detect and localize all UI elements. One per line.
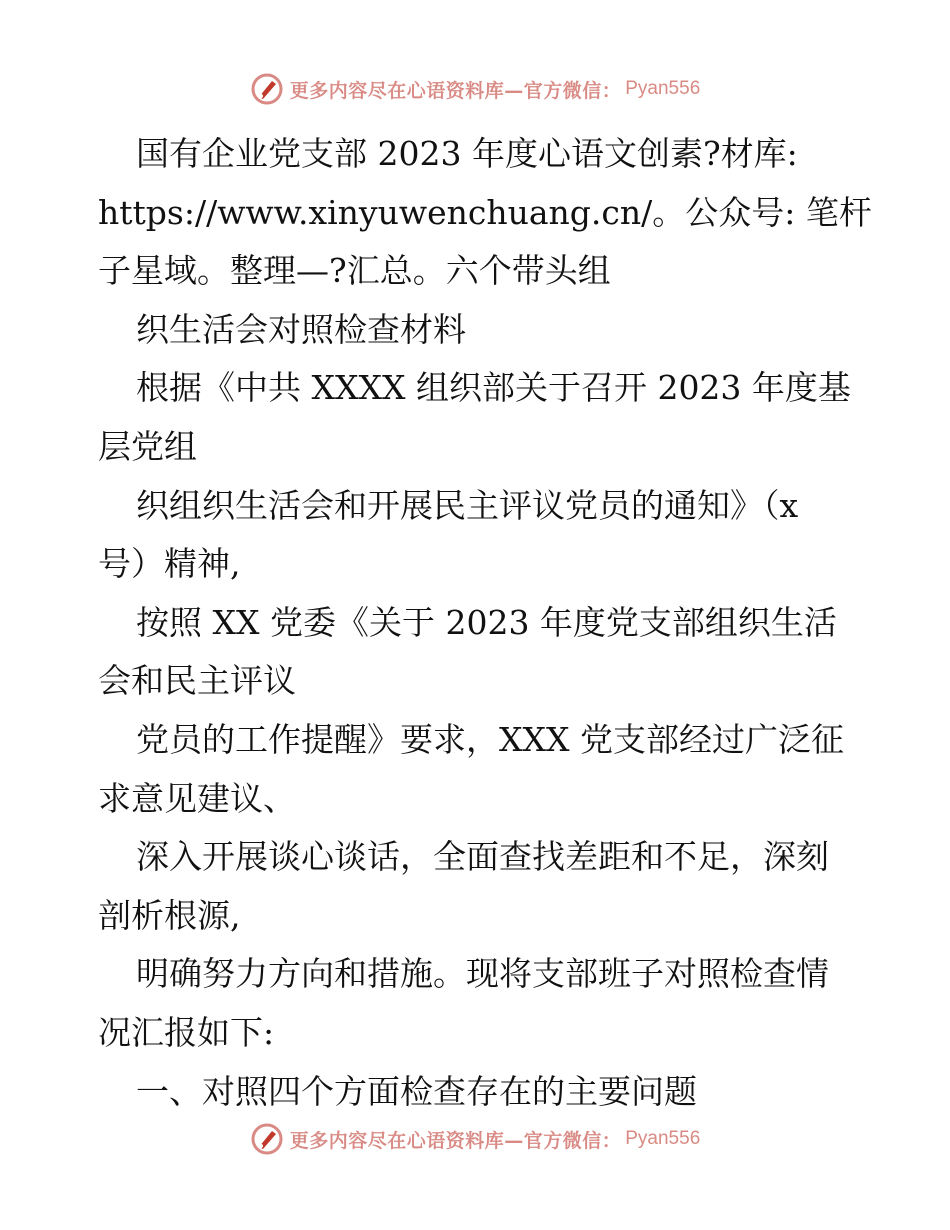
text-line: 剖析根源,: [98, 895, 241, 935]
watermark-text: 更多内容尽在心语资料库—官方微信：: [289, 79, 622, 102]
text-line: 会和民主评议: [98, 661, 296, 701]
text-line: 层党组: [98, 426, 197, 466]
watermark-text: 更多内容尽在心语资料库—官方微信：: [289, 1129, 622, 1152]
document-body: [98, 125, 872, 1121]
watermark-wechat-id: Pyan556: [625, 1128, 701, 1149]
text-line: 根据《中共 XXXX 组织部关于召开 2023 年度基: [136, 368, 851, 408]
text-line: 明确努力方向和措施。现将支部班子对照检查情: [136, 954, 829, 994]
text-line: https://www.xinyuwenchuang.cn/。公众号: 笔杆: [98, 192, 872, 232]
text-line: 按照 XX 党委《关于 2023 年度党支部组织生活: [136, 602, 837, 642]
text-line: 织生活会对照检查材料: [136, 309, 466, 349]
text-line: 子星域。整理—?汇总。六个带头组: [98, 251, 611, 291]
pen-nib-logo-icon: [250, 72, 284, 106]
text-line: 织组织生活会和开展民主评议党员的通知》（x: [136, 485, 799, 525]
text-line: 国有企业党支部 2023 年度心语文创素?材库:: [136, 134, 798, 173]
text-line: 党员的工作提醒》要求，XXX 党支部经过广泛征: [136, 719, 844, 759]
watermark-wechat-id: Pyan556: [625, 78, 701, 99]
text-line: 况汇报如下:: [98, 1012, 275, 1052]
text-line: 求意见建议、: [98, 778, 296, 818]
text-line: 深入开展谈心谈话，全面查找差距和不足，深刻: [136, 837, 829, 877]
watermark-header: [0, 72, 950, 106]
section-heading: 一、对照四个方面检查存在的主要问题: [136, 1071, 697, 1111]
pen-nib-logo-icon: [250, 1122, 284, 1156]
watermark-footer: [0, 1122, 950, 1156]
text-line: 号）精神,: [98, 544, 241, 584]
